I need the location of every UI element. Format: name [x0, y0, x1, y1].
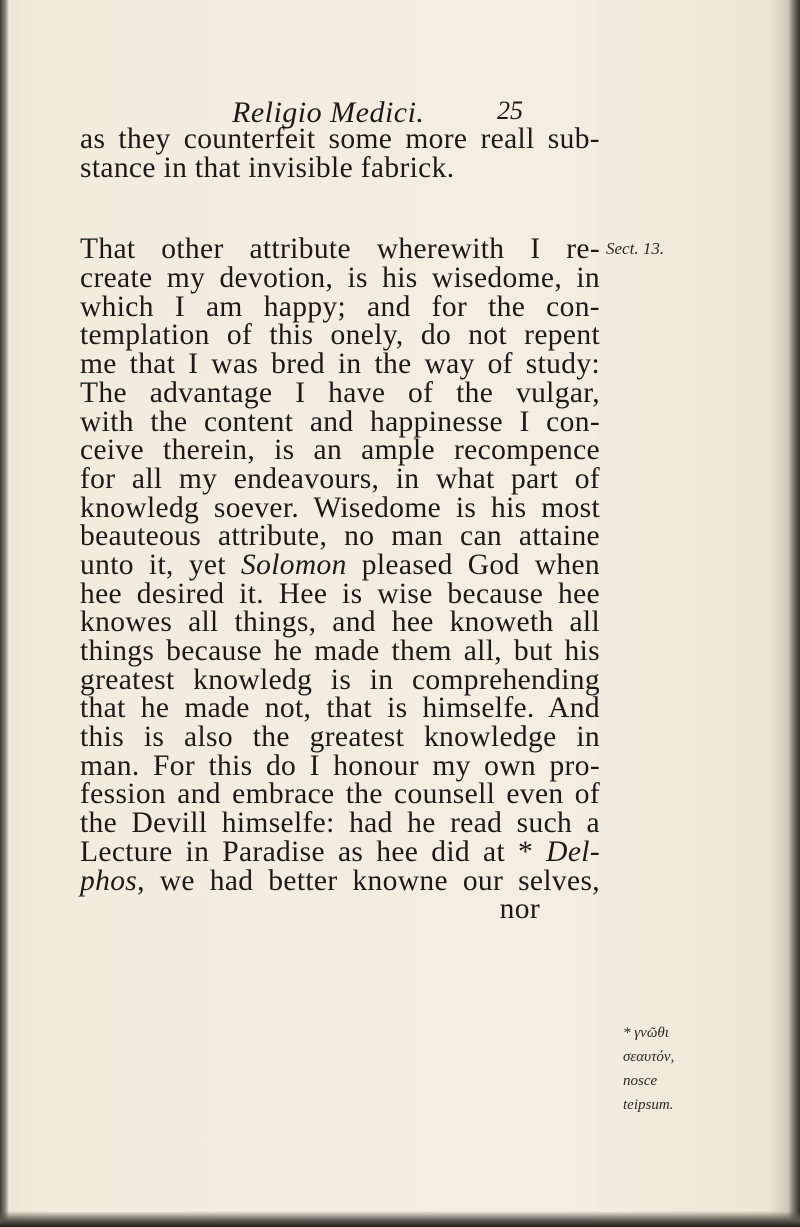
- text-line: me that I was bred in the way of study:: [80, 348, 600, 381]
- page-number: 25: [497, 96, 523, 125]
- text-run: pleased God when: [346, 548, 600, 581]
- section-marginal-note: Sect. 13.: [606, 239, 665, 258]
- text-line: as they counterfeit some more reall sub-: [80, 123, 600, 155]
- page-bottom-shadow: [0, 1211, 800, 1227]
- text-line: which I am happy; and for the con-: [80, 290, 600, 323]
- body-text: [80, 125, 600, 924]
- text-line: the Devill himselfe: had he read such a: [80, 807, 600, 840]
- text-line: for all my endeavours, in what part of: [80, 462, 600, 495]
- text-line: That other attribute wherewith I re-: [80, 233, 600, 266]
- text-line: that he made not, that is himselfe. And: [80, 692, 600, 725]
- text-line-solomon: [80, 548, 600, 581]
- italic-place-phos: phos: [80, 864, 138, 897]
- text-run: unto it, yet: [80, 548, 241, 581]
- italic-place-delphos: Del-: [546, 835, 600, 868]
- text-line: stance in that invisible fabrick.: [80, 151, 455, 184]
- text-line-delphos: [80, 835, 600, 868]
- italic-name-solomon: Solomon: [241, 548, 347, 581]
- greek-note-line: teipsum.: [623, 1097, 674, 1113]
- greek-note-line: σεαυτόν,: [623, 1049, 675, 1065]
- text-line: beauteous attribute, no man can attaine: [80, 520, 600, 553]
- text-line: with the content and happinesse I con-: [80, 405, 600, 438]
- text-line: man. For this do I honour my own pro-: [80, 749, 600, 782]
- page-edge-shadow: [788, 0, 800, 1227]
- text-line: this is also the greatest knowledge in: [80, 721, 600, 754]
- text-line: The advantage I have of the vulgar,: [80, 376, 600, 409]
- text-line: greatest knowledg is in comprehending: [80, 663, 600, 696]
- text-line: fession and embrace the counsell even of: [80, 778, 600, 811]
- text-line-phos: [80, 864, 600, 897]
- text-run: , we had better knowne our selves,: [137, 864, 600, 897]
- text-run: Lecture in Paradise as hee did at *: [80, 835, 547, 868]
- text-line: things because he made them all, but his: [80, 635, 600, 667]
- text-line: templation of this onely, do not repent: [80, 319, 600, 352]
- greek-note-line: nosce: [623, 1073, 658, 1089]
- paragraph-gap: [80, 182, 600, 235]
- page-gutter-shadow: [0, 0, 9, 1227]
- greek-note-line: * γνῶθι: [623, 1025, 669, 1041]
- greek-marginal-note: [623, 1021, 703, 1117]
- text-line: create my devotion, is his wisedome, in: [80, 262, 600, 295]
- text-line: knowes all things, and hee knoweth all: [80, 606, 600, 639]
- text-line: hee desired it. Hee is wise because hee: [80, 577, 600, 610]
- running-title: Religio Medici.: [232, 96, 425, 129]
- catchword: nor: [499, 893, 540, 926]
- text-line: knowledg soever. Wisedome is his most: [80, 491, 600, 524]
- text-line: ceive therein, is an ample recompence: [80, 434, 600, 467]
